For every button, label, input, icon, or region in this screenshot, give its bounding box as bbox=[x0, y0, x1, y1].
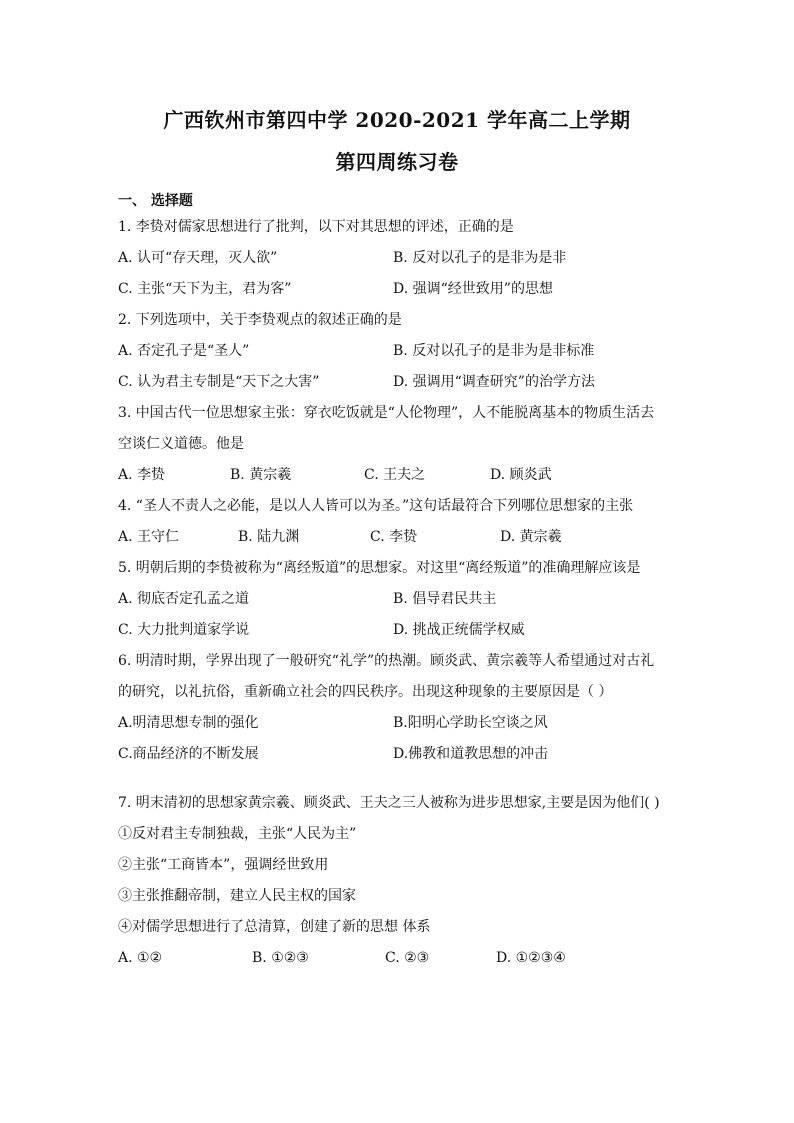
question-1-stem: 1. 李贽对儒家思想进行了批判，以下对其思想的评述，正确的是 bbox=[118, 219, 514, 235]
question-5-stem: 5. 明朝后期的李贽被称为“离经叛道”的思想家。对这里“离经叛道”的准确理解应该是 bbox=[118, 560, 641, 576]
question-7-statement-3: ③主张推翻帝制，建立人民主权的国家 bbox=[118, 888, 356, 904]
question-7-option-a: A. ①② bbox=[118, 950, 163, 966]
question-2-stem: 2. 下列选项中，关于李贽观点的叙述正确的是 bbox=[118, 312, 402, 328]
question-4-stem: 4. “圣人不责人之必能，是以人人皆可以为圣。”这句话最符合下列哪位思想家的主张 bbox=[118, 498, 634, 514]
question-7-statement-4: ④对儒学思想进行了总清算，创建了新的思想 体系 bbox=[118, 919, 431, 935]
exam-subtitle: 第四周练习卷 bbox=[335, 150, 459, 174]
question-5-option-d: D. 挑战正统儒学权威 bbox=[393, 622, 525, 638]
question-5-option-c: C. 大力批判道家学说 bbox=[118, 622, 250, 638]
question-7-statement-1: ①反对君主专制独裁，主张“人民为主” bbox=[118, 826, 357, 842]
question-7-statement-2: ②主张“工商皆本”，强调经世致用 bbox=[118, 857, 329, 873]
question-3-stem-line-2: 空谈仁义道德。他是 bbox=[118, 436, 244, 452]
question-2-option-a: A. 否定孔子是“圣人” bbox=[118, 343, 250, 359]
question-1-option-c: C. 主张“天下为主，君为客” bbox=[118, 281, 292, 297]
question-3-option-d: D. 顾炎武 bbox=[490, 467, 552, 483]
question-1-option-a: A. 认可“存天理，灭人欲” bbox=[118, 250, 278, 266]
question-7-stem: 7. 明末清初的思想家黄宗羲、顾炎武、王夫之三人被称为进步思想家,主要是因为他们( ) bbox=[118, 795, 660, 811]
question-3-stem-line-1: 3. 中国古代一位思想家主张：穿衣吃饭就是“人伦物理”，人不能脱离基本的物质生活去 bbox=[118, 405, 655, 421]
question-7-option-b: B. ①②③ bbox=[252, 950, 309, 966]
question-6-option-d: D.佛教和道教思想的冲击 bbox=[393, 746, 549, 762]
question-6-stem-line-2: 的研究，以礼抗俗，重新确立社会的四民秩序。出现这种现象的主要原因是（ ） bbox=[118, 684, 613, 700]
question-3-option-b: B. 黄宗羲 bbox=[230, 467, 292, 483]
question-1-option-b: B. 反对以孔子的是非为是非 bbox=[393, 250, 567, 266]
question-4-option-d: D. 黄宗羲 bbox=[500, 529, 562, 545]
question-7-option-d: D. ①②③④ bbox=[496, 950, 566, 966]
question-5-option-b: B. 倡导君民共主 bbox=[393, 591, 497, 607]
question-3-option-c: C. 王夫之 bbox=[364, 467, 426, 483]
question-4-option-b: B. 陆九渊 bbox=[238, 529, 300, 545]
question-2-option-c: C. 认为君主专制是“天下之大害” bbox=[118, 374, 320, 390]
question-6-stem-line-1: 6. 明清时期，学界出现了一般研究“礼学”的热潮。顾炎武、黄宗羲等人希望通过对古礼 bbox=[118, 653, 655, 669]
question-1-option-d: D. 强调“经世致用”的思想 bbox=[393, 281, 553, 297]
question-5-option-a: A. 彻底否定孔孟之道 bbox=[118, 591, 250, 607]
question-6-option-c: C.商品经济的不断发展 bbox=[118, 746, 259, 762]
question-7-option-c: C. ②③ bbox=[385, 950, 430, 966]
question-3-option-a: A. 李贽 bbox=[118, 467, 166, 483]
question-2-option-b: B. 反对以孔子的是非为是非标准 bbox=[393, 343, 595, 359]
question-4-option-a: A. 王守仁 bbox=[118, 529, 180, 545]
question-2-option-d: D. 强调用“调查研究”的治学方法 bbox=[393, 374, 595, 390]
section-heading: 一、 选择题 bbox=[118, 193, 193, 209]
exam-title: 广西钦州市第四中学 2020-2021 学年高二上学期 bbox=[163, 108, 631, 132]
question-6-option-b: B.阳明心学助长空谈之风 bbox=[393, 715, 548, 731]
question-4-option-c: C. 李贽 bbox=[370, 529, 418, 545]
question-6-option-a: A.明清思想专制的强化 bbox=[118, 715, 259, 731]
